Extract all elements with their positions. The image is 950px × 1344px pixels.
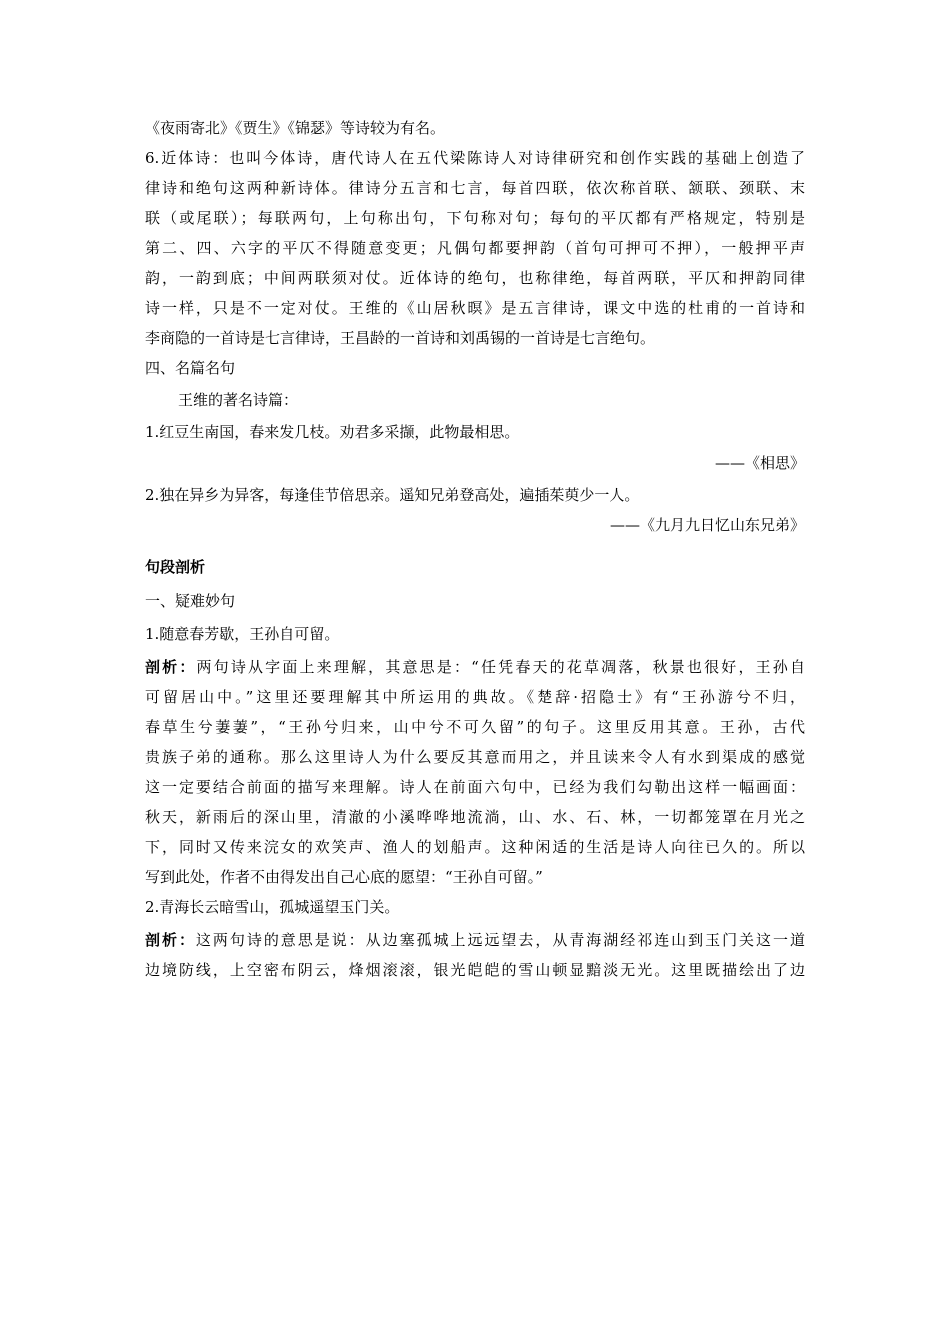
text-line: 诗一样，只是不一定对仗。王维的《山居秋暝》是五言律诗，课文中选的杜甫的一首诗和 bbox=[145, 299, 805, 317]
analysis-line: 春草生兮萋萋”，“王孙兮归来，山中兮不可久留”的句子。这里反用其意。王孙，古代 bbox=[145, 718, 805, 736]
poem-line: 2.独在异乡为异客，每逢佳节倍思亲。遥知兄弟登高处，遍插茱萸少一人。 bbox=[145, 486, 640, 504]
analysis-line: 下，同时又传来浣女的欢笑声、渔人的划船声。这种闲适的生活是诗人向往已久的。所以 bbox=[145, 838, 805, 856]
text-line: 律诗和绝句这两种新诗体。律诗分五言和七言，每首四联，依次称首联、颔联、颈联、末 bbox=[145, 179, 805, 197]
text-line: 《夜雨寄北》《贾生》《锦瑟》等诗较为有名。 bbox=[145, 119, 446, 137]
analysis-line: 写到此处，作者不由得发出自己心底的愿望：“王孙自可留。” bbox=[145, 868, 543, 886]
quoted-verse: 2.青海长云暗雪山，孤城遥望玉门关。 bbox=[145, 898, 400, 916]
analysis-label: 剖析： bbox=[145, 658, 197, 676]
analysis-line: 这一定要结合前面的描写来理解。诗人在前面六句中，已经为我们勾勒出这样一幅画面： bbox=[145, 778, 805, 796]
analysis-line: 贵族子弟的通称。那么这里诗人为什么要反其意而用之，并且读来令人有水到渠成的感觉 bbox=[145, 748, 805, 766]
section-title: 句段剖析 bbox=[145, 558, 206, 576]
analysis-line: 可留居山中。”这里还要理解其中所运用的典故。《楚辞·招隐士》有“王孙游兮不归， bbox=[145, 688, 805, 706]
text-line: 李商隐的一首诗是七言律诗，王昌龄的一首诗和刘禹锡的一首诗是七言绝句。 bbox=[145, 329, 656, 347]
quoted-verse: 1.随意春芳歇，王孙自可留。 bbox=[145, 625, 340, 643]
text-line: 韵，一韵到底；中间两联须对仗。近体诗的绝句，也称律绝，每首两联，平仄和押韵同律 bbox=[145, 269, 805, 287]
poem-line: 1.红豆生南国，春来发几枝。劝君多采撷，此物最相思。 bbox=[145, 423, 520, 441]
section-intro: 王维的著名诗篇： bbox=[178, 391, 299, 409]
section-heading: 四、名篇名句 bbox=[145, 359, 236, 377]
text-line: 6.近体诗：也叫今体诗，唐代诗人在五代梁陈诗人对诗律研究和创作实践的基础上创造了 bbox=[145, 149, 805, 167]
text-line: 联（或尾联）；每联两句，上句称出句，下句称对句；每句的平仄都有严格规定，特别是 bbox=[145, 209, 805, 227]
analysis-line: 剖析：两句诗从字面上来理解，其意思是：“任凭春天的花草凋落，秋景也很好，王孙自 bbox=[145, 658, 805, 676]
analysis-label: 剖析： bbox=[145, 931, 196, 949]
poem-source: ——《相思》 bbox=[714, 454, 805, 472]
section-famous-lines bbox=[145, 358, 805, 535]
section-analysis bbox=[145, 557, 805, 980]
analysis-line: 边境防线，上空密布阴云，烽烟滚滚，银光皑皑的雪山顿显黯淡无光。这里既描绘出了边 bbox=[145, 961, 805, 979]
paragraph-near-style-poetry bbox=[145, 148, 805, 348]
text-line: 第二、四、六字的平仄不得随意变更；凡偶句都要押韵（首句可押可不押），一般押平声 bbox=[145, 239, 805, 257]
analysis-line: 秋天，新雨后的深山里，清澈的小溪哗哗地流淌，山、水、石、林，一切都笼罩在月光之 bbox=[145, 808, 805, 826]
subsection-heading: 一、疑难妙句 bbox=[145, 592, 236, 610]
analysis-line: 剖析：这两句诗的意思是说：从边塞孤城上远远望去，从青海湖经祁连山到玉门关这一道 bbox=[145, 931, 805, 949]
poem-source: ——《九月九日忆山东兄弟》 bbox=[609, 516, 805, 534]
document-page bbox=[145, 118, 805, 980]
